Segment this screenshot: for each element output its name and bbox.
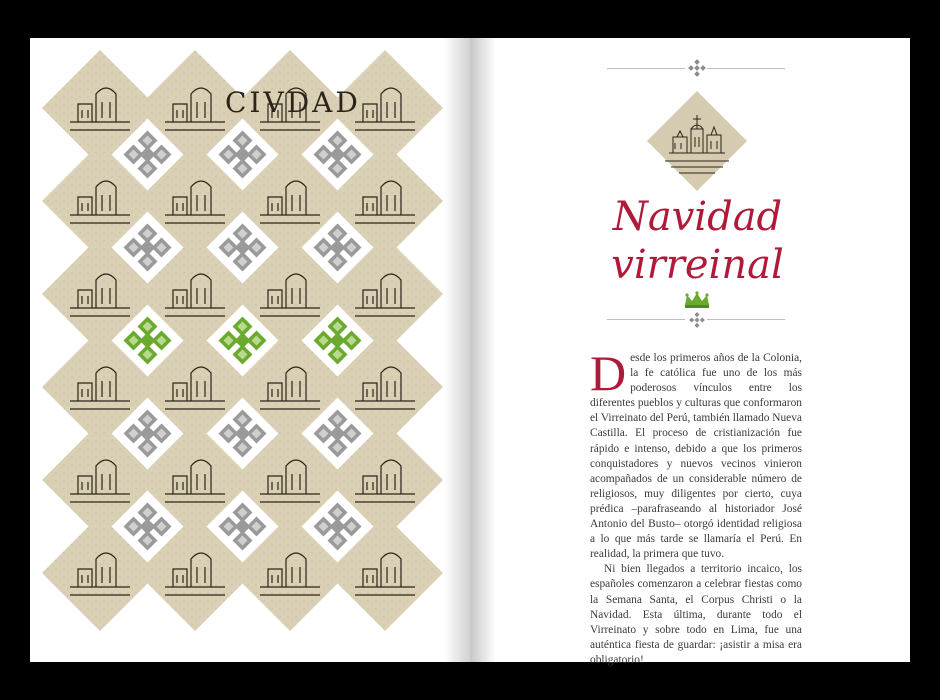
top-rule-right: [707, 68, 785, 69]
cross-ornament-bottom-icon: [688, 312, 706, 328]
article-title: [570, 193, 825, 289]
manuscript-heading: CIVDAD: [225, 86, 361, 119]
bottom-rule-right: [707, 319, 785, 320]
cross-ornament-icon: [688, 59, 706, 77]
crown-icon: [683, 291, 711, 309]
top-rule-left: [607, 68, 685, 69]
left-page: [30, 38, 470, 662]
title-line-1: Navidad: [612, 194, 783, 240]
paragraph-1-text: esde los primeros años de la Colonia, la fe católica fue uno de los más poderosos vínculos entre los diferentes pueblos y culturas que conformaron el Virreinato del Perú, también llamado Nueva Castilla. El proceso de cristianización fue rápido e intenso, debido a que los primeros conquistadores y nuevos vecinos vinieron acompañados de un considerable número de religiosos, muy diligentes por cierto, cuya prédica –parafraseando al historiador José Antonio del Busto– otorgó identidad religiosa a lo que más tarde se llamaría el Perú. En realidad, la primera que tuvo.: [590, 352, 802, 561]
drop-cap: D: [590, 345, 627, 401]
manuscript-mosaic: [30, 38, 470, 662]
paragraph-2: Ni bien llegados a territorio incaico, los españoles comenzaron a celebrar fiestas como la Semana Santa, el Corpus Christi o la Navidad. Esta última, durante todo el Virreinato y sobre todo en Lima, fue una auténtica fiesta de guardar: ¡asistir a misa era obligatorio!: [590, 563, 802, 666]
title-line-2: virreinal: [611, 242, 784, 288]
paragraph-1: [590, 345, 802, 562]
right-page: [470, 38, 910, 666]
bottom-rule-left: [607, 319, 685, 320]
church-vignette: [647, 91, 747, 191]
article-body: [590, 345, 802, 668]
